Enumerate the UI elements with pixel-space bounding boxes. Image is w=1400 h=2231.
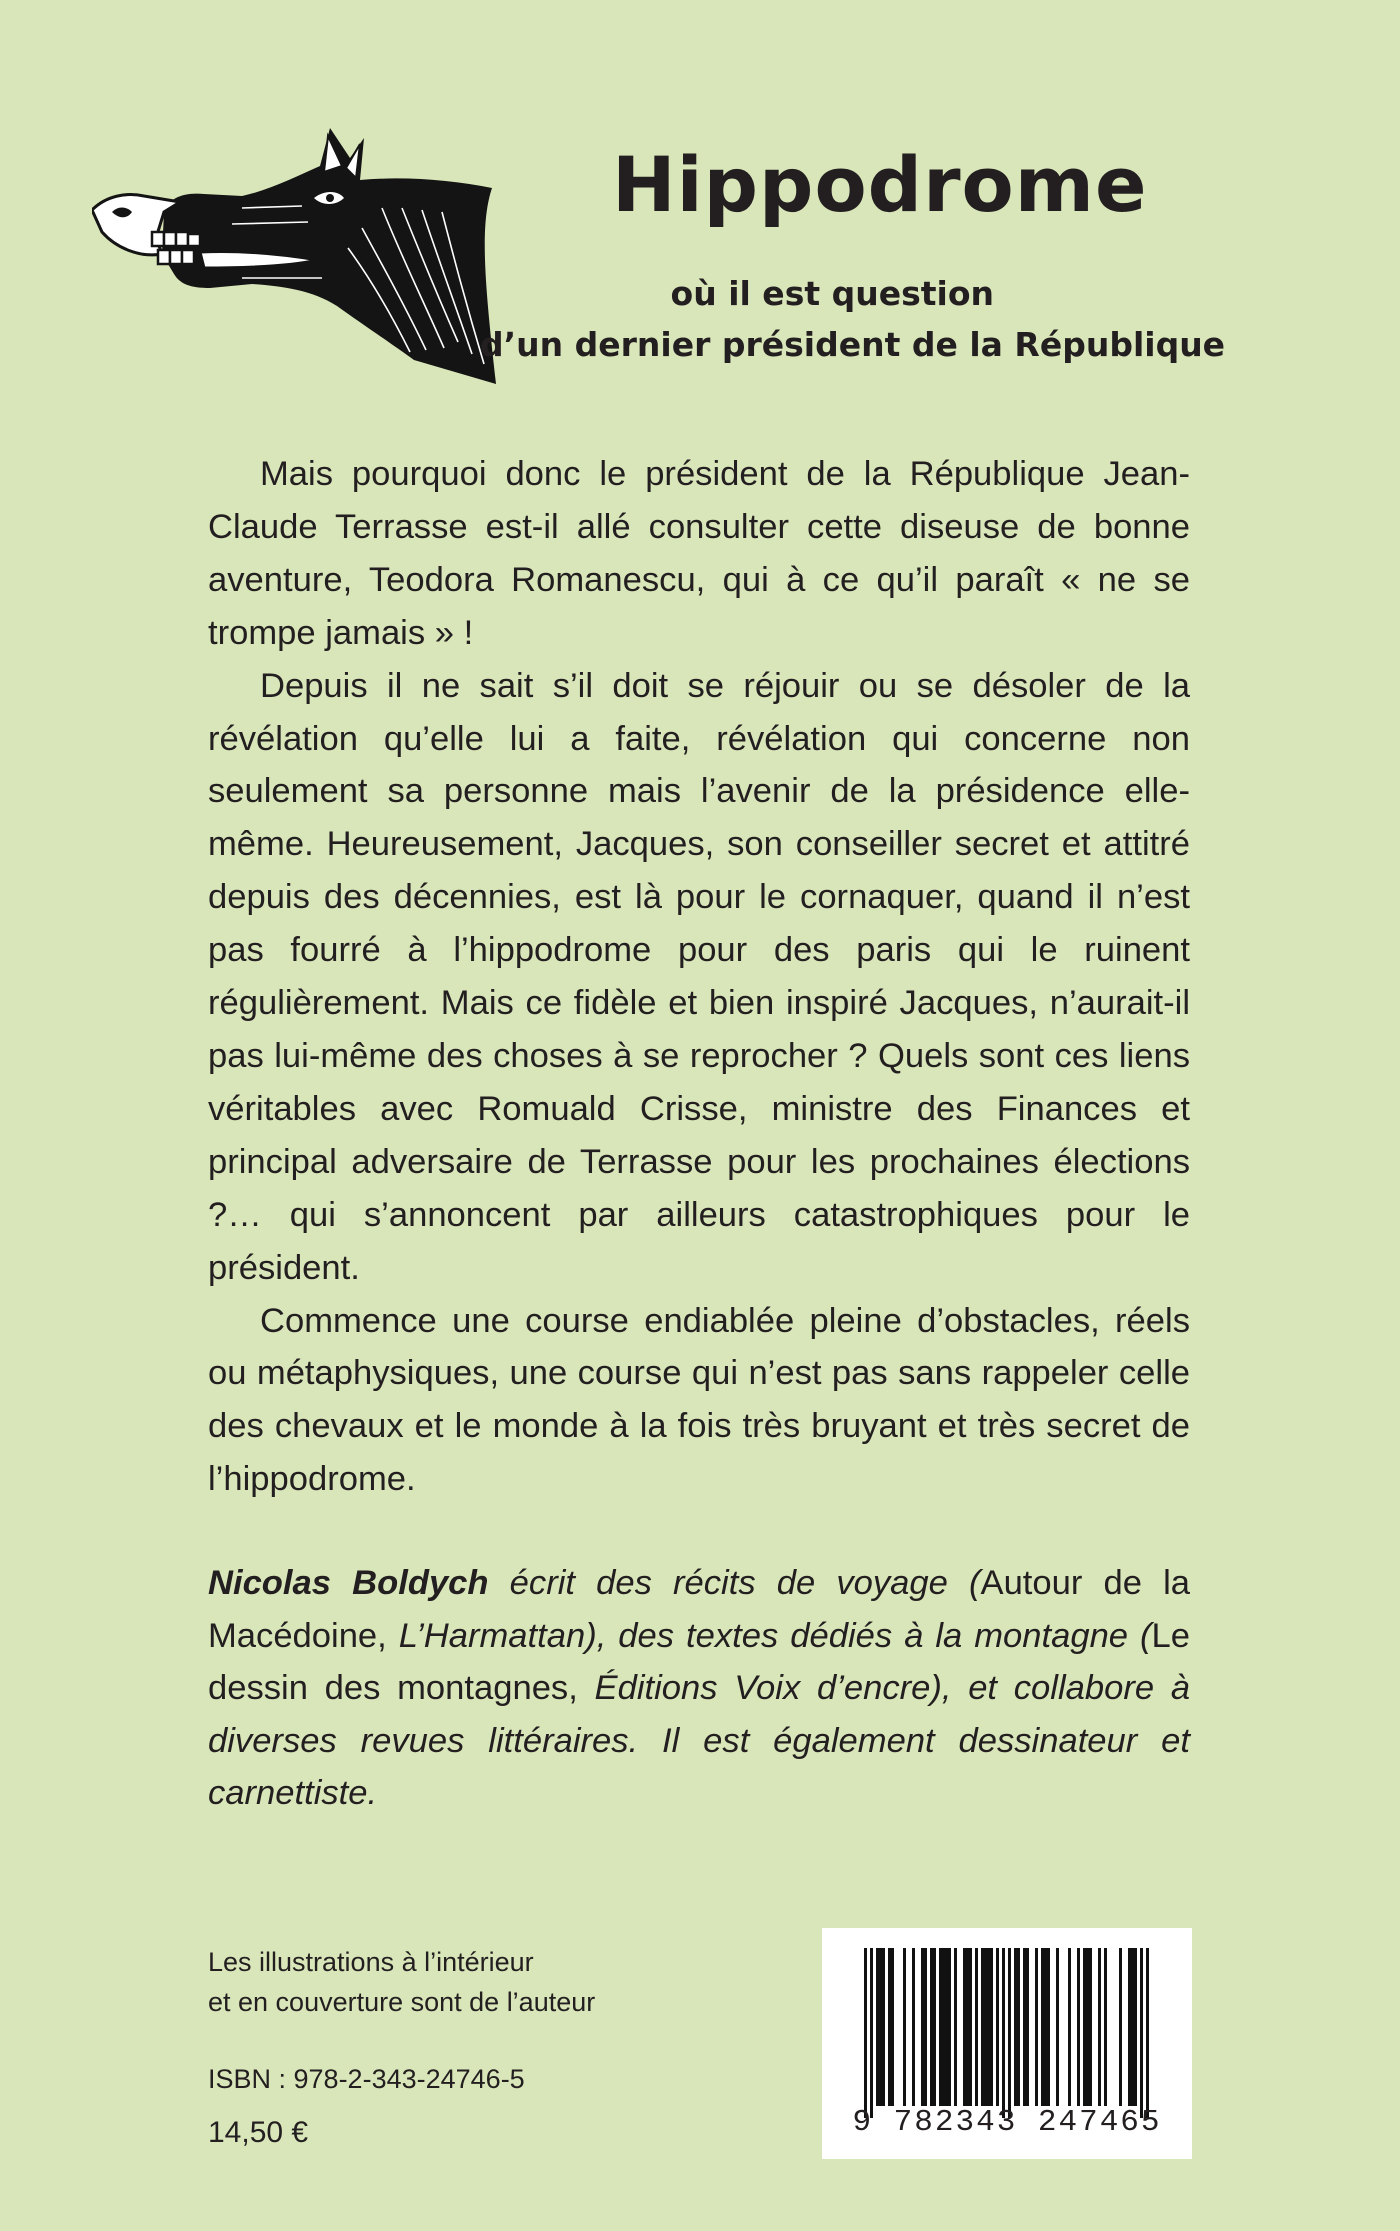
- isbn: ISBN : 978-2-343-24746-5: [208, 2064, 525, 2094]
- barcode-bar: [1128, 1948, 1131, 2106]
- barcode-bar: [1044, 1948, 1047, 2106]
- barcode-bar: [1077, 1948, 1080, 2106]
- credits-line: et en couverture sont de l’auteur: [208, 1987, 596, 2017]
- barcode-bar: [1047, 1948, 1050, 2106]
- book-title: Hippodrome: [612, 140, 1148, 229]
- barcode-bar: [1014, 1948, 1017, 2106]
- illustration-credits: [208, 1942, 595, 2022]
- barcode-bar: [1017, 1948, 1020, 2106]
- barcode: [822, 1928, 1192, 2159]
- barcode-bar: [882, 1948, 885, 2106]
- barcode-bar: [1086, 1948, 1089, 2106]
- credits-line: Les illustrations à l’intérieur: [208, 1947, 534, 1977]
- barcode-bar: [1140, 1948, 1143, 2118]
- barcode-bar: [1068, 1948, 1071, 2106]
- barcode-bar: [870, 1948, 873, 2118]
- barcode-bar: [939, 1948, 942, 2106]
- barcode-bar: [975, 1948, 978, 2106]
- price: 14,50 €: [208, 2116, 309, 2149]
- barcode-bar: [879, 1948, 882, 2106]
- book-title-reference: Autour de la Macédoine,: [208, 1564, 1191, 1655]
- summary-paragraph: Depuis il ne sait s’il doit se réjouir ou se désoler de la révélation qu’elle lui a faite, révélation qui concerne non seulement sa personne mais l’avenir de la présidence elle-même. Heureusement, Jacques, son conseiller secret et attitré depuis des décennies, est là pour le cornaquer, quand il n’est pas fourré à l’hippodrome pour des paris qui le ruinent régulièrement. Mais ce fidèle et bien inspiré Jacques, n’aurait-il pas lui-même des choses à se reprocher ? Quels sont ces liens véritables avec Romuald Crisse, ministre des Finances et principal adversaire de Terrasse pour les prochaines élections ?… qui s’annoncent par ailleurs catastrophiques pour le président.: [208, 666, 1190, 1287]
- barcode-bar: [1041, 1948, 1044, 2106]
- barcode-bar: [1104, 1948, 1107, 2106]
- barcode-bar: [933, 1948, 936, 2106]
- barcode-bar: [888, 1948, 891, 2106]
- author-name: Nicolas Boldych: [208, 1564, 489, 1602]
- barcode-bar: [948, 1948, 951, 2106]
- summary-paragraph: Commence une course endiablée pleine d’obstacles, réels ou métaphysiques, une course qui n’est pas sans rappeler celle des chevaux et le monde à la fois très bruyant et très secret de l’hippodrome.: [208, 1301, 1190, 1499]
- barcode-bar: [1056, 1948, 1059, 2106]
- book-subtitle: [480, 268, 1226, 370]
- barcode-bar: [996, 1948, 999, 2106]
- barcode-bar: [903, 1948, 906, 2106]
- barcode-bar: [1035, 1948, 1038, 2106]
- horse-head-icon: [92, 128, 500, 386]
- barcode-bar: [1131, 1948, 1134, 2106]
- barcode-bar: [1134, 1948, 1137, 2106]
- barcode-bar: [1023, 1948, 1026, 2106]
- barcode-bar: [984, 1948, 987, 2106]
- barcode-bar: [930, 1948, 933, 2106]
- barcode-bar: [912, 1948, 915, 2106]
- barcode-bar: [1002, 1948, 1005, 2118]
- bio-text: L’Harmattan), des textes dédiés à la montagne (: [386, 1616, 1152, 1655]
- barcode-bar: [1089, 1948, 1092, 2106]
- barcode-bar: [1008, 1948, 1011, 2118]
- barcode-bar: [924, 1948, 927, 2106]
- barcode-bar: [969, 1948, 972, 2106]
- barcode-bar: [1098, 1948, 1101, 2106]
- barcode-bar: [1083, 1948, 1086, 2106]
- book-title-reference: Le dessin des montagnes,: [208, 1616, 1190, 1707]
- barcode-bar: [876, 1948, 879, 2106]
- bio-text: Éditions Voix d’encre), et collabore à diverses revues littéraires. Il est également dessinateur et carnettiste.: [208, 1669, 1191, 1812]
- barcode-bar: [1119, 1948, 1122, 2106]
- barcode-bar: [966, 1948, 969, 2106]
- barcode-digits: 9 782343 247465: [852, 2105, 1162, 2140]
- subtitle-line-1: où il est question: [670, 274, 994, 313]
- author-bio: [208, 1557, 1190, 1820]
- barcode-bar: [987, 1948, 990, 2106]
- barcode-bar: [1026, 1948, 1029, 2106]
- barcode-bar: [891, 1948, 894, 2106]
- barcode-bar: [963, 1948, 966, 2106]
- summary-paragraph: Mais pourquoi donc le président de la République Jean-Claude Terrasse est-il allé consulter cette diseuse de bonne aventure, Teodora Romanescu, qui à ce qu’il paraît « ne se trompe jamais » !: [208, 455, 1190, 652]
- barcode-bar: [921, 1948, 924, 2106]
- bio-text: écrit des récits de voyage (: [488, 1564, 981, 1602]
- barcode-bar: [981, 1948, 984, 2106]
- barcode-bar: [945, 1948, 948, 2106]
- subtitle-line-2: d’un dernier président de la République: [480, 325, 1226, 364]
- barcode-bar: [1146, 1948, 1149, 2118]
- barcode-bar: [954, 1948, 957, 2106]
- barcode-bar: [864, 1948, 867, 2118]
- barcode-bar: [990, 1948, 993, 2106]
- summary-text: [208, 448, 1190, 1506]
- barcode-bar: [942, 1948, 945, 2106]
